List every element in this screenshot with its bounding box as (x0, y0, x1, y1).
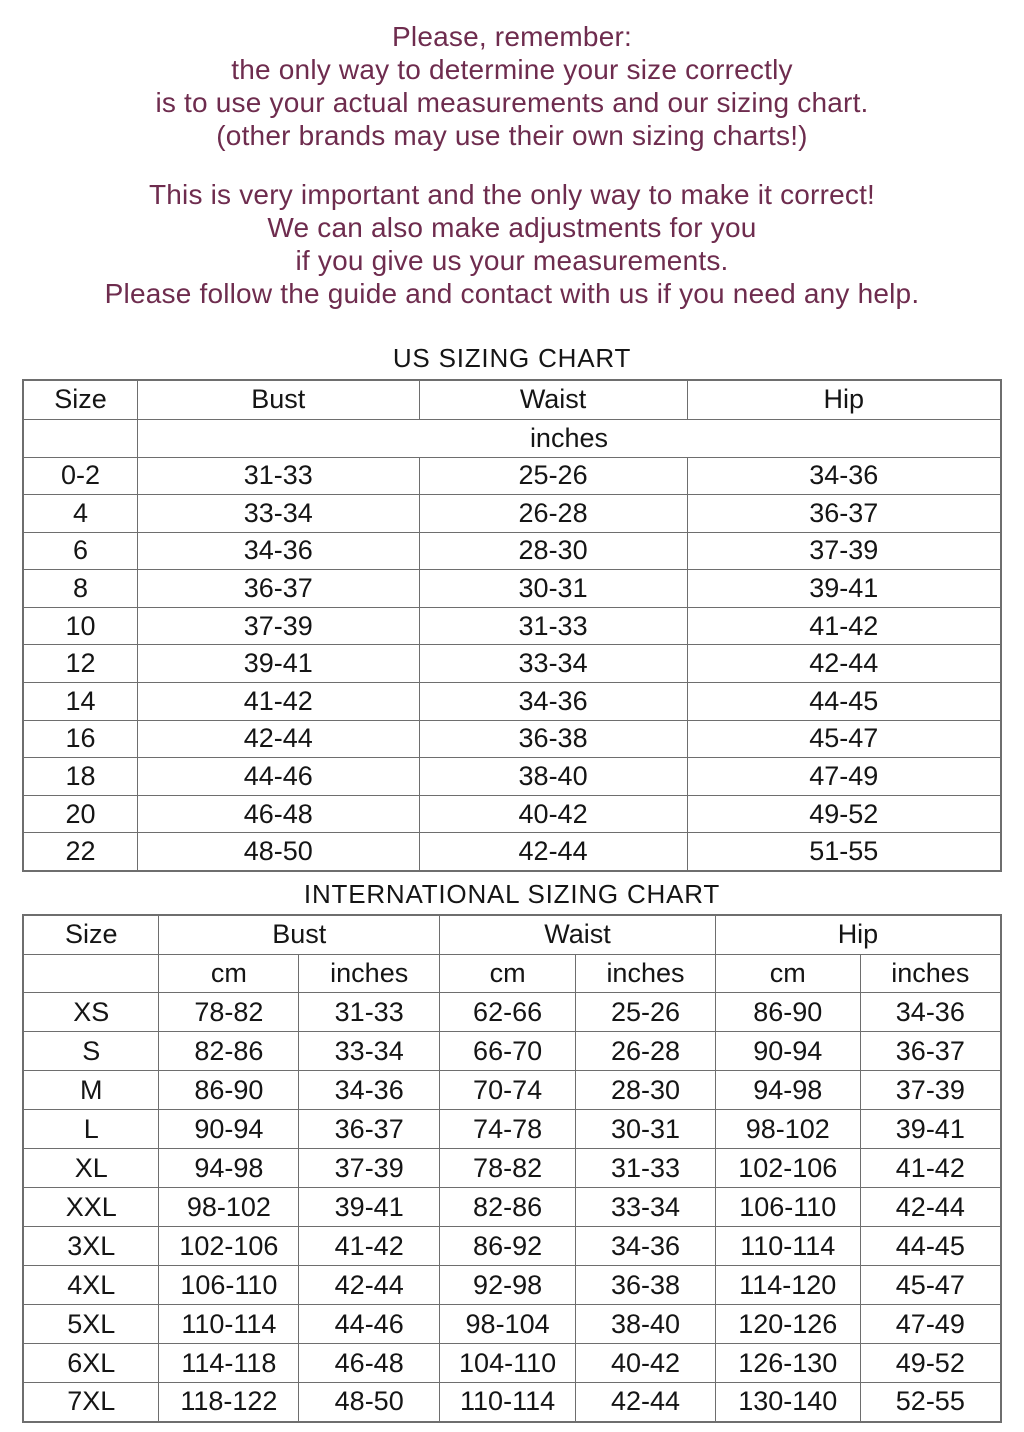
value-cell: 25-26 (419, 457, 687, 495)
value-cell: 47-49 (687, 758, 1001, 796)
value-cell: 37-39 (299, 1149, 440, 1188)
value-cell: 26-28 (419, 495, 687, 533)
value-cell: 94-98 (715, 1071, 860, 1110)
intl-header-waist: Waist (440, 915, 716, 955)
value-cell: 44-46 (137, 758, 419, 796)
value-cell: 36-38 (419, 720, 687, 758)
intro-line: if you give us your measurements. (295, 245, 729, 276)
size-cell: 6 (23, 532, 137, 570)
empty-cell (23, 955, 159, 993)
intro-text (0, 0, 1024, 310)
empty-cell (23, 419, 137, 457)
intro-paragraph-2 (0, 178, 1024, 310)
value-cell: 42-44 (860, 1188, 1001, 1227)
value-cell: 31-33 (137, 457, 419, 495)
intl-bust-cm-label: cm (159, 955, 299, 993)
table-row (23, 1110, 1001, 1149)
table-row (23, 1383, 1001, 1422)
table-row (23, 1032, 1001, 1071)
value-cell: 130-140 (715, 1383, 860, 1422)
size-cell: 12 (23, 645, 137, 683)
value-cell: 41-42 (860, 1149, 1001, 1188)
value-cell: 110-114 (715, 1227, 860, 1266)
table-row (23, 1149, 1001, 1188)
value-cell: 42-44 (419, 833, 687, 871)
value-cell: 38-40 (419, 758, 687, 796)
value-cell: 86-92 (440, 1227, 576, 1266)
us-table-header-row (23, 380, 1001, 419)
size-cell: 8 (23, 570, 137, 608)
value-cell: 42-44 (687, 645, 1001, 683)
value-cell: 78-82 (159, 993, 299, 1032)
value-cell: 39-41 (299, 1188, 440, 1227)
value-cell: 90-94 (159, 1110, 299, 1149)
value-cell: 114-118 (159, 1344, 299, 1383)
intl-header-hip: Hip (715, 915, 1001, 955)
value-cell: 37-39 (137, 607, 419, 645)
value-cell: 39-41 (137, 645, 419, 683)
value-cell: 66-70 (440, 1032, 576, 1071)
value-cell: 33-34 (299, 1032, 440, 1071)
value-cell: 44-45 (860, 1227, 1001, 1266)
value-cell: 34-36 (576, 1227, 716, 1266)
value-cell: 37-39 (860, 1071, 1001, 1110)
table-row (23, 993, 1001, 1032)
value-cell: 98-102 (715, 1110, 860, 1149)
value-cell: 126-130 (715, 1344, 860, 1383)
value-cell: 62-66 (440, 993, 576, 1032)
intl-table-header-row (23, 915, 1001, 955)
size-cell: 4XL (23, 1266, 159, 1305)
value-cell: 31-33 (576, 1149, 716, 1188)
value-cell: 38-40 (576, 1305, 716, 1344)
size-cell: L (23, 1110, 159, 1149)
table-row (23, 833, 1001, 871)
table-row (23, 1344, 1001, 1383)
table-row (23, 1227, 1001, 1266)
value-cell: 102-106 (715, 1149, 860, 1188)
intro-line: This is very important and the only way to make it correct! (148, 179, 876, 210)
value-cell: 44-46 (299, 1305, 440, 1344)
value-cell: 46-48 (137, 795, 419, 833)
intl-waist-cm-label: cm (440, 955, 576, 993)
value-cell: 94-98 (159, 1149, 299, 1188)
size-cell: 0-2 (23, 457, 137, 495)
us-header-size: Size (23, 380, 137, 419)
value-cell: 26-28 (576, 1032, 716, 1071)
value-cell: 82-86 (159, 1032, 299, 1071)
value-cell: 90-94 (715, 1032, 860, 1071)
size-cell: 22 (23, 833, 137, 871)
value-cell: 52-55 (860, 1383, 1001, 1422)
value-cell: 37-39 (687, 532, 1001, 570)
value-cell: 36-37 (299, 1110, 440, 1149)
intl-header-size: Size (23, 915, 159, 955)
table-row (23, 532, 1001, 570)
intro-line: (other brands may use their own sizing charts!) (216, 120, 808, 151)
intl-sizing-table (22, 914, 1002, 1423)
table-row (23, 1305, 1001, 1344)
value-cell: 106-110 (715, 1188, 860, 1227)
value-cell: 120-126 (715, 1305, 860, 1344)
value-cell: 118-122 (159, 1383, 299, 1422)
value-cell: 114-120 (715, 1266, 860, 1305)
value-cell: 74-78 (440, 1110, 576, 1149)
intl-header-bust: Bust (159, 915, 440, 955)
value-cell: 47-49 (860, 1305, 1001, 1344)
us-header-waist: Waist (419, 380, 687, 419)
value-cell: 42-44 (576, 1383, 716, 1422)
value-cell: 30-31 (576, 1110, 716, 1149)
table-row (23, 645, 1001, 683)
intro-line: Please, remember: (392, 21, 632, 52)
value-cell: 33-34 (137, 495, 419, 533)
value-cell: 92-98 (440, 1266, 576, 1305)
table-row (23, 1188, 1001, 1227)
value-cell: 49-52 (687, 795, 1001, 833)
value-cell: 34-36 (419, 683, 687, 721)
value-cell: 31-33 (419, 607, 687, 645)
value-cell: 110-114 (440, 1383, 576, 1422)
size-cell: 18 (23, 758, 137, 796)
value-cell: 33-34 (576, 1188, 716, 1227)
table-row (23, 457, 1001, 495)
value-cell: 48-50 (299, 1383, 440, 1422)
value-cell: 104-110 (440, 1344, 576, 1383)
value-cell: 40-42 (576, 1344, 716, 1383)
size-cell: 20 (23, 795, 137, 833)
value-cell: 36-37 (860, 1032, 1001, 1071)
intro-line: Please follow the guide and contact with us if you need any help. (104, 278, 920, 309)
table-row (23, 683, 1001, 721)
intl-hip-cm-label: cm (715, 955, 860, 993)
value-cell: 45-47 (860, 1266, 1001, 1305)
value-cell: 28-30 (419, 532, 687, 570)
size-cell: M (23, 1071, 159, 1110)
table-row (23, 1071, 1001, 1110)
intl-chart-title: INTERNATIONAL SIZING CHART (303, 878, 721, 909)
table-row (23, 495, 1001, 533)
size-cell: 5XL (23, 1305, 159, 1344)
table-row (23, 758, 1001, 796)
intro-line: is to use your actual measurements and our sizing chart. (155, 87, 869, 118)
value-cell: 46-48 (299, 1344, 440, 1383)
value-cell: 39-41 (687, 570, 1001, 608)
value-cell: 42-44 (137, 720, 419, 758)
us-header-bust: Bust (137, 380, 419, 419)
value-cell: 41-42 (137, 683, 419, 721)
value-cell: 86-90 (159, 1071, 299, 1110)
value-cell: 36-38 (576, 1266, 716, 1305)
value-cell: 70-74 (440, 1071, 576, 1110)
intro-paragraph-1 (0, 20, 1024, 152)
value-cell: 49-52 (860, 1344, 1001, 1383)
value-cell: 34-36 (860, 993, 1001, 1032)
value-cell: 25-26 (576, 993, 716, 1032)
value-cell: 98-104 (440, 1305, 576, 1344)
table-row (23, 607, 1001, 645)
us-unit-label: inches (137, 419, 1001, 457)
value-cell: 33-34 (419, 645, 687, 683)
value-cell: 45-47 (687, 720, 1001, 758)
size-cell: S (23, 1032, 159, 1071)
value-cell: 78-82 (440, 1149, 576, 1188)
value-cell: 34-36 (137, 532, 419, 570)
size-cell: 10 (23, 607, 137, 645)
value-cell: 39-41 (860, 1110, 1001, 1149)
value-cell: 34-36 (299, 1071, 440, 1110)
value-cell: 36-37 (137, 570, 419, 608)
size-cell: 6XL (23, 1344, 159, 1383)
size-cell: XL (23, 1149, 159, 1188)
size-cell: 7XL (23, 1383, 159, 1422)
value-cell: 31-33 (299, 993, 440, 1032)
table-row (23, 720, 1001, 758)
value-cell: 34-36 (687, 457, 1001, 495)
intro-line: We can also make adjustments for you (267, 212, 757, 243)
value-cell: 36-37 (687, 495, 1001, 533)
value-cell: 106-110 (159, 1266, 299, 1305)
value-cell: 41-42 (687, 607, 1001, 645)
size-cell: 3XL (23, 1227, 159, 1266)
intl-hip-inches-label: inches (860, 955, 1001, 993)
us-sizing-table (22, 379, 1002, 872)
value-cell: 41-42 (299, 1227, 440, 1266)
value-cell: 48-50 (137, 833, 419, 871)
intl-bust-inches-label: inches (299, 955, 440, 993)
value-cell: 42-44 (299, 1266, 440, 1305)
intl-waist-inches-label: inches (576, 955, 716, 993)
value-cell: 82-86 (440, 1188, 576, 1227)
table-row (23, 1266, 1001, 1305)
value-cell: 102-106 (159, 1227, 299, 1266)
size-cell: XS (23, 993, 159, 1032)
us-table-unit-row (23, 419, 1001, 457)
us-header-hip: Hip (687, 380, 1001, 419)
intl-table-body (23, 993, 1001, 1422)
size-cell: 4 (23, 495, 137, 533)
value-cell: 51-55 (687, 833, 1001, 871)
value-cell: 40-42 (419, 795, 687, 833)
size-cell: 14 (23, 683, 137, 721)
size-cell: 16 (23, 720, 137, 758)
size-cell: XXL (23, 1188, 159, 1227)
us-table-body (23, 457, 1001, 871)
value-cell: 44-45 (687, 683, 1001, 721)
table-row (23, 570, 1001, 608)
intro-line: the only way to determine your size correctly (231, 54, 793, 85)
value-cell: 98-102 (159, 1188, 299, 1227)
value-cell: 28-30 (576, 1071, 716, 1110)
us-chart-title: US SIZING CHART (392, 343, 632, 373)
value-cell: 30-31 (419, 570, 687, 608)
table-row (23, 795, 1001, 833)
value-cell: 86-90 (715, 993, 860, 1032)
value-cell: 110-114 (159, 1305, 299, 1344)
intl-table-unit-row (23, 955, 1001, 993)
